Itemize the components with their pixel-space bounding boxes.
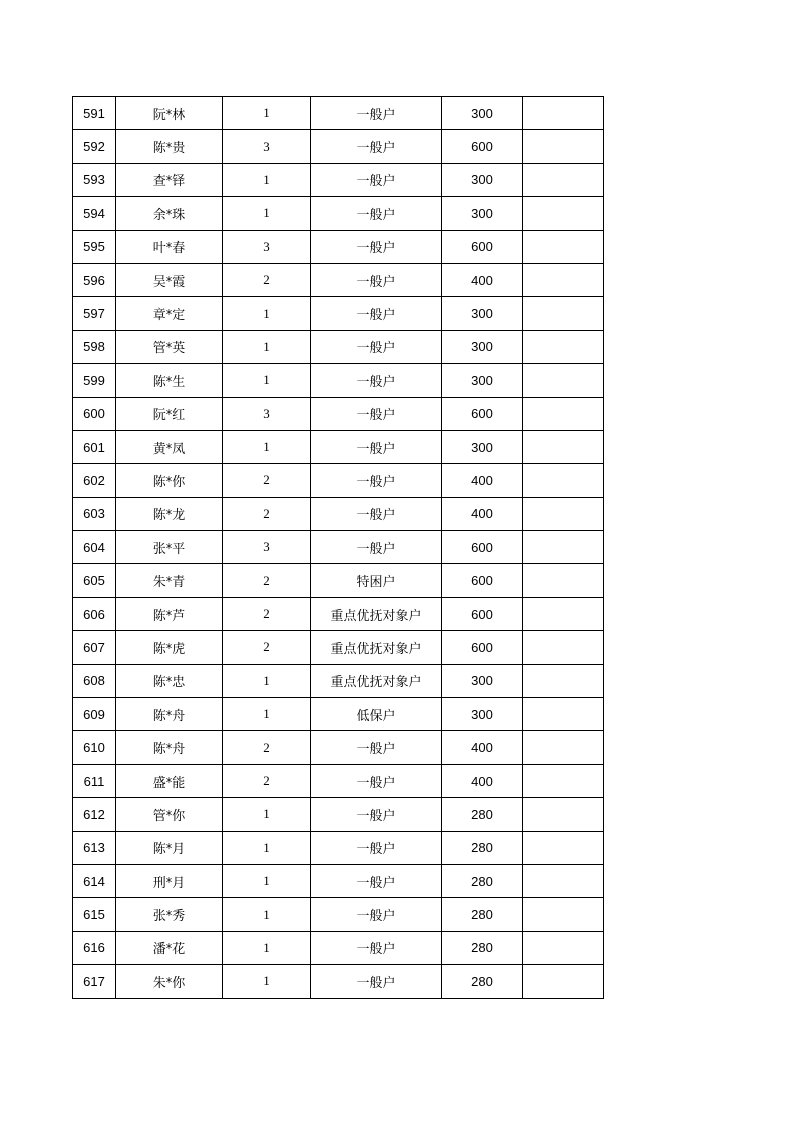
cell-name: 张*平 [116, 531, 223, 564]
cell-amount: 300 [442, 330, 523, 363]
cell-name: 管*英 [116, 330, 223, 363]
cell-household-type: 一般户 [311, 364, 442, 397]
cell-serial-number: 609 [73, 698, 116, 731]
cell-remark [523, 130, 604, 163]
cell-remark [523, 931, 604, 964]
cell-amount: 400 [442, 464, 523, 497]
table-row [73, 698, 604, 731]
cell-household-count: 1 [223, 831, 311, 864]
cell-remark [523, 631, 604, 664]
table-row [73, 798, 604, 831]
cell-amount: 300 [442, 197, 523, 230]
cell-amount: 600 [442, 531, 523, 564]
cell-remark [523, 864, 604, 897]
cell-amount: 600 [442, 631, 523, 664]
table-row [73, 731, 604, 764]
cell-household-count: 1 [223, 297, 311, 330]
cell-remark [523, 664, 604, 697]
cell-name: 张*秀 [116, 898, 223, 931]
cell-name: 阮*林 [116, 97, 223, 130]
cell-name: 陈*贵 [116, 130, 223, 163]
cell-name: 章*定 [116, 297, 223, 330]
cell-serial-number: 602 [73, 464, 116, 497]
cell-name: 黄*凤 [116, 430, 223, 463]
cell-serial-number: 616 [73, 931, 116, 964]
cell-remark [523, 397, 604, 430]
cell-name: 陈*虎 [116, 631, 223, 664]
cell-household-type: 重点优抚对象户 [311, 597, 442, 630]
cell-amount: 300 [442, 364, 523, 397]
cell-name: 管*你 [116, 798, 223, 831]
cell-remark [523, 564, 604, 597]
table-row [73, 130, 604, 163]
table-row [73, 464, 604, 497]
cell-household-count: 3 [223, 230, 311, 263]
table-row [73, 898, 604, 931]
cell-remark [523, 197, 604, 230]
table-row [73, 263, 604, 296]
cell-household-count: 1 [223, 197, 311, 230]
cell-serial-number: 601 [73, 430, 116, 463]
cell-serial-number: 611 [73, 764, 116, 797]
cell-amount: 280 [442, 931, 523, 964]
cell-remark [523, 531, 604, 564]
table-row [73, 597, 604, 630]
cell-household-count: 1 [223, 798, 311, 831]
cell-household-count: 2 [223, 263, 311, 296]
cell-household-count: 1 [223, 931, 311, 964]
cell-name: 刑*月 [116, 864, 223, 897]
cell-household-type: 一般户 [311, 397, 442, 430]
cell-name: 朱*青 [116, 564, 223, 597]
cell-household-type: 一般户 [311, 497, 442, 530]
cell-remark [523, 97, 604, 130]
cell-serial-number: 592 [73, 130, 116, 163]
cell-amount: 300 [442, 297, 523, 330]
cell-amount: 280 [442, 864, 523, 897]
cell-serial-number: 617 [73, 965, 116, 998]
data-table [72, 96, 604, 999]
cell-household-count: 2 [223, 464, 311, 497]
cell-household-type: 一般户 [311, 330, 442, 363]
cell-household-count: 2 [223, 497, 311, 530]
table-row [73, 197, 604, 230]
cell-serial-number: 591 [73, 97, 116, 130]
cell-household-type: 一般户 [311, 197, 442, 230]
cell-remark [523, 698, 604, 731]
cell-amount: 400 [442, 731, 523, 764]
cell-serial-number: 594 [73, 197, 116, 230]
cell-amount: 280 [442, 965, 523, 998]
cell-household-count: 1 [223, 430, 311, 463]
table-row [73, 564, 604, 597]
cell-remark [523, 497, 604, 530]
cell-name: 陈*生 [116, 364, 223, 397]
cell-remark [523, 263, 604, 296]
table-row [73, 364, 604, 397]
table-row [73, 97, 604, 130]
cell-remark [523, 898, 604, 931]
cell-serial-number: 607 [73, 631, 116, 664]
cell-amount: 600 [442, 130, 523, 163]
cell-serial-number: 595 [73, 230, 116, 263]
cell-amount: 400 [442, 497, 523, 530]
cell-name: 陈*月 [116, 831, 223, 864]
cell-serial-number: 598 [73, 330, 116, 363]
cell-household-type: 一般户 [311, 163, 442, 196]
cell-serial-number: 597 [73, 297, 116, 330]
cell-name: 阮*红 [116, 397, 223, 430]
cell-serial-number: 606 [73, 597, 116, 630]
cell-serial-number: 615 [73, 898, 116, 931]
cell-amount: 300 [442, 430, 523, 463]
cell-household-count: 3 [223, 397, 311, 430]
cell-household-count: 2 [223, 731, 311, 764]
cell-household-count: 1 [223, 664, 311, 697]
table-row [73, 764, 604, 797]
cell-serial-number: 603 [73, 497, 116, 530]
cell-serial-number: 604 [73, 531, 116, 564]
cell-serial-number: 599 [73, 364, 116, 397]
cell-household-type: 一般户 [311, 798, 442, 831]
table-row [73, 330, 604, 363]
cell-serial-number: 596 [73, 263, 116, 296]
cell-household-count: 3 [223, 130, 311, 163]
cell-remark [523, 831, 604, 864]
cell-name: 陈*芦 [116, 597, 223, 630]
cell-amount: 600 [442, 597, 523, 630]
cell-household-type: 重点优抚对象户 [311, 631, 442, 664]
cell-serial-number: 613 [73, 831, 116, 864]
cell-household-type: 一般户 [311, 230, 442, 263]
cell-name: 潘*花 [116, 931, 223, 964]
cell-household-count: 2 [223, 631, 311, 664]
cell-household-type: 一般户 [311, 297, 442, 330]
cell-household-count: 1 [223, 698, 311, 731]
table-row [73, 531, 604, 564]
cell-remark [523, 597, 604, 630]
table-row [73, 497, 604, 530]
cell-name: 盛*能 [116, 764, 223, 797]
cell-name: 陈*舟 [116, 731, 223, 764]
cell-serial-number: 612 [73, 798, 116, 831]
cell-amount: 280 [442, 831, 523, 864]
cell-name: 叶*春 [116, 230, 223, 263]
table-row [73, 230, 604, 263]
cell-remark [523, 764, 604, 797]
cell-remark [523, 297, 604, 330]
cell-serial-number: 608 [73, 664, 116, 697]
table-row [73, 430, 604, 463]
table-row [73, 163, 604, 196]
cell-household-count: 3 [223, 531, 311, 564]
cell-name: 吴*霞 [116, 263, 223, 296]
cell-amount: 300 [442, 664, 523, 697]
cell-amount: 280 [442, 898, 523, 931]
table-row [73, 631, 604, 664]
cell-remark [523, 230, 604, 263]
cell-amount: 300 [442, 163, 523, 196]
table-row [73, 965, 604, 998]
cell-household-count: 1 [223, 898, 311, 931]
cell-household-type: 一般户 [311, 130, 442, 163]
cell-remark [523, 430, 604, 463]
table-row [73, 864, 604, 897]
cell-remark [523, 464, 604, 497]
cell-household-type: 一般户 [311, 731, 442, 764]
cell-household-type: 一般户 [311, 931, 442, 964]
cell-name: 陈*舟 [116, 698, 223, 731]
cell-household-type: 一般户 [311, 430, 442, 463]
cell-amount: 300 [442, 97, 523, 130]
cell-household-type: 一般户 [311, 831, 442, 864]
cell-amount: 400 [442, 263, 523, 296]
cell-amount: 280 [442, 798, 523, 831]
cell-household-count: 2 [223, 764, 311, 797]
cell-name: 查*铎 [116, 163, 223, 196]
cell-household-count: 1 [223, 364, 311, 397]
cell-serial-number: 593 [73, 163, 116, 196]
cell-household-type: 一般户 [311, 965, 442, 998]
cell-household-type: 一般户 [311, 864, 442, 897]
cell-amount: 600 [442, 564, 523, 597]
cell-serial-number: 610 [73, 731, 116, 764]
cell-household-type: 一般户 [311, 464, 442, 497]
cell-household-count: 1 [223, 97, 311, 130]
cell-remark [523, 731, 604, 764]
cell-name: 陈*你 [116, 464, 223, 497]
cell-household-count: 1 [223, 864, 311, 897]
cell-serial-number: 614 [73, 864, 116, 897]
cell-remark [523, 798, 604, 831]
cell-remark [523, 965, 604, 998]
cell-household-type: 一般户 [311, 531, 442, 564]
cell-household-count: 1 [223, 330, 311, 363]
cell-household-type: 特困户 [311, 564, 442, 597]
cell-name: 陈*龙 [116, 497, 223, 530]
cell-household-type: 低保户 [311, 698, 442, 731]
cell-household-type: 一般户 [311, 898, 442, 931]
cell-household-count: 2 [223, 564, 311, 597]
table-row [73, 664, 604, 697]
table-row [73, 931, 604, 964]
cell-household-type: 一般户 [311, 764, 442, 797]
cell-amount: 400 [442, 764, 523, 797]
cell-name: 朱*你 [116, 965, 223, 998]
table-row [73, 397, 604, 430]
cell-name: 陈*忠 [116, 664, 223, 697]
cell-serial-number: 600 [73, 397, 116, 430]
cell-household-type: 重点优抚对象户 [311, 664, 442, 697]
cell-amount: 300 [442, 698, 523, 731]
cell-amount: 600 [442, 230, 523, 263]
cell-household-type: 一般户 [311, 97, 442, 130]
cell-household-count: 2 [223, 597, 311, 630]
cell-remark [523, 364, 604, 397]
cell-remark [523, 163, 604, 196]
cell-serial-number: 605 [73, 564, 116, 597]
cell-remark [523, 330, 604, 363]
cell-household-count: 1 [223, 163, 311, 196]
table-row [73, 831, 604, 864]
cell-household-count: 1 [223, 965, 311, 998]
table-row [73, 297, 604, 330]
cell-amount: 600 [442, 397, 523, 430]
cell-name: 余*珠 [116, 197, 223, 230]
cell-household-type: 一般户 [311, 263, 442, 296]
table-body [73, 97, 604, 999]
